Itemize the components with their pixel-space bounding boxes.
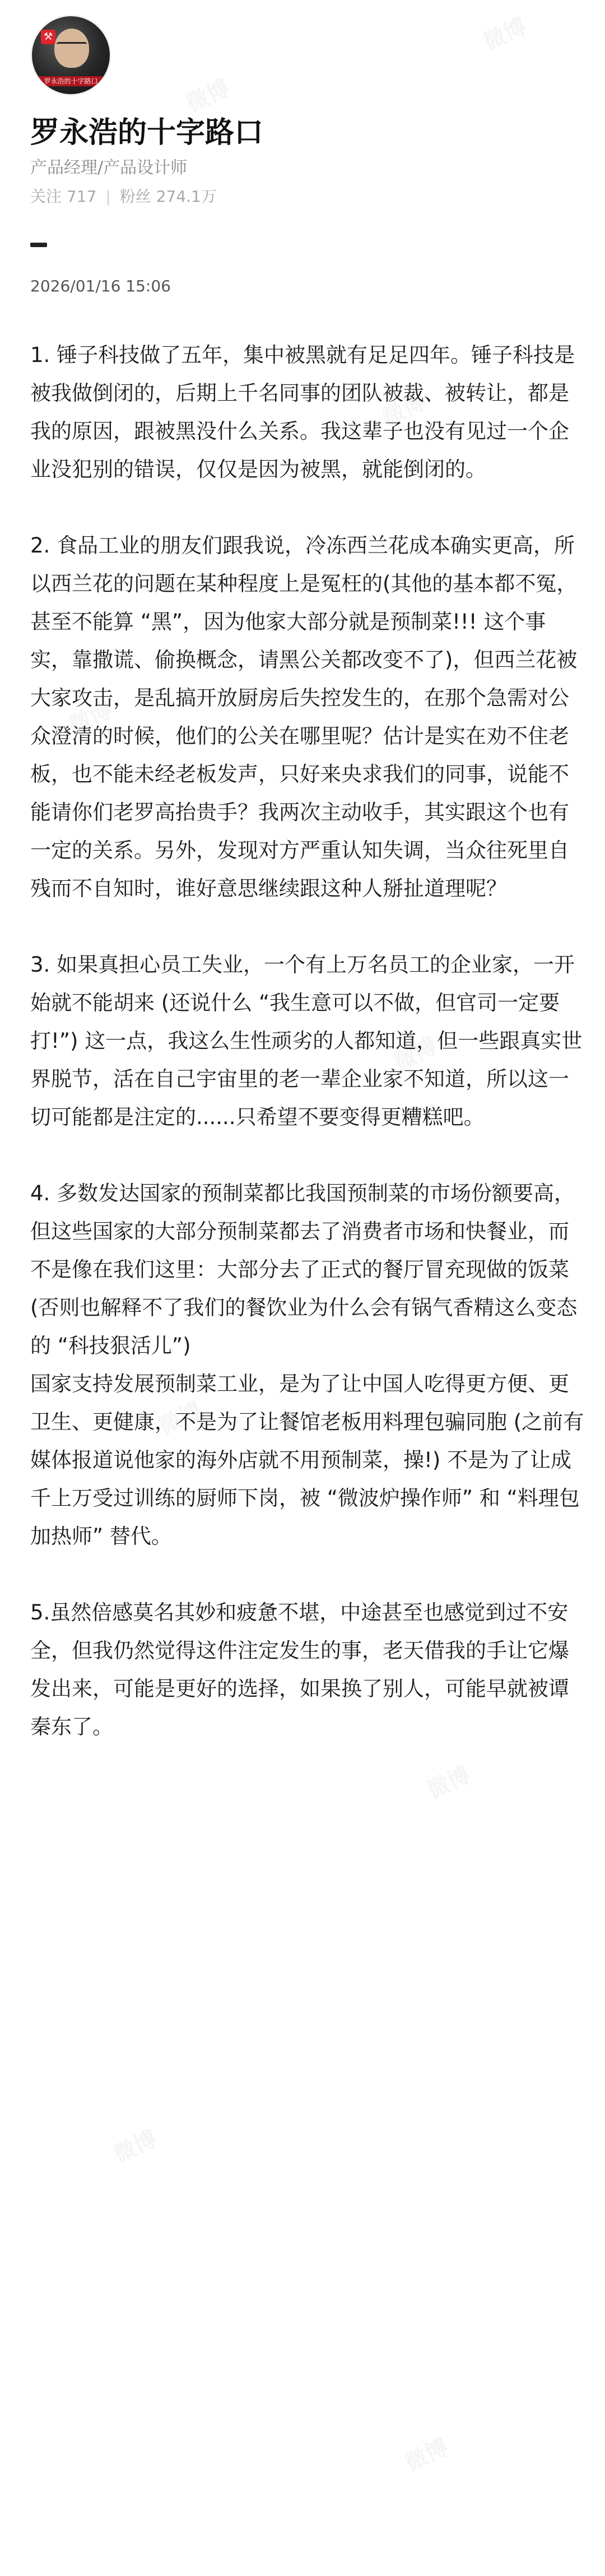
post-body (30, 336, 585, 1784)
profile-stats (30, 187, 575, 207)
stats-divider: | (105, 187, 111, 206)
post-paragraph-2: 2. 食品工业的朋友们跟我说，冷冻西兰花成本确实更高，所以西兰花的问题在某种程度上是冤枉的(其他的基本都不冤，甚至不能算 “黑”，因为他家大部分就是预制菜!!! 这个事实，靠撒谎、偷换概念，请黑公关都改变不了)，但西兰花被大家攻击，是乱搞开放厨房后失控发生的，在那个急需对公众澄清的时候，他们的公关在哪里呢？估计是实在劝不住老板，也不能未经老板发声，只好来央求我们的同事，说能不能请你们老罗高抬贵手？我两次主动收手，其实跟这个也有一定的关系。另外，发现对方严重认知失调，当众往死里自残而不自知时，谁好意思继续跟这种人掰扯道理呢？ (30, 533, 578, 901)
avatar[interactable] (30, 15, 111, 96)
avatar-glasses (57, 42, 87, 50)
follow-count[interactable]: 关注 717 (30, 187, 97, 206)
post-paragraph-3: 3. 如果真担心员工失业，一个有上万名员工的企业家，一开始就不能胡来 (还说什么 “我生意可以不做，但官司一定要打!”) 这一点，我这么生性顽劣的人都知道，但一些跟真实世界脱节，活在自己宇宙里的老一辈企业家不知道，所以这一切可能都是注定的......只希望不要变得更糟糕吧。 (30, 953, 583, 1129)
post-paragraph-4: 4. 多数发达国家的预制菜都比我国预制菜的市场份额要高，但这些国家的大部分预制菜都去了消费者市场和快餐业，而不是像在我们这里：大部分去了正式的餐厅冒充现做的饭菜 (否则也解释不了我们的餐饮业为什么会有锅气香精这么变态的 “科技狠活儿”) 国家支持发展预制菜工业，是为了让中国人吃得更方便、更卫生、更健康，不是为了让餐馆老板用料理包骗同胞 (之前有媒体报道说他家的海外店就不用预制菜，操!) 不是为了让成千上万受过训练的厨师下岗，被 “微波炉操作师” 和 “料理包加热师” 替代。 (30, 1181, 584, 1548)
watermark (399, 2430, 453, 2477)
profile-header (30, 15, 575, 296)
post-paragraph-1: 1. 锤子科技做了五年，集中被黑就有足足四年。锤子科技是被我做倒闭的，后期上千名同事的团队被裁、被转让，都是我的原因，跟被黑没什么关系。我这辈子也没有见过一个企业没犯别的错误，仅仅是因为被黑，就能倒闭的。 (30, 343, 575, 481)
post-date: 2026/01/16 15:06 (30, 277, 171, 295)
profile-name[interactable]: 罗永浩的十字路口 (30, 116, 264, 150)
profile-subtitle: 产品经理/产品设计师 (30, 158, 188, 178)
hammer-logo-icon: ⚒ (41, 30, 55, 44)
avatar-caption: 罗永浩的十字路口 (32, 76, 110, 86)
watermark (108, 2122, 162, 2169)
fans-count[interactable]: 粉丝 274.1万 (119, 187, 217, 206)
post-paragraph-5: 5.虽然倍感莫名其妙和疲惫不堪，中途甚至也感觉到过不安全，但我仍然觉得这件注定发生的事，老天借我的手让它爆发出来，可能是更好的选择，如果换了别人，可能早就被谭秦东了。 (30, 1600, 569, 1739)
section-divider (30, 243, 47, 247)
